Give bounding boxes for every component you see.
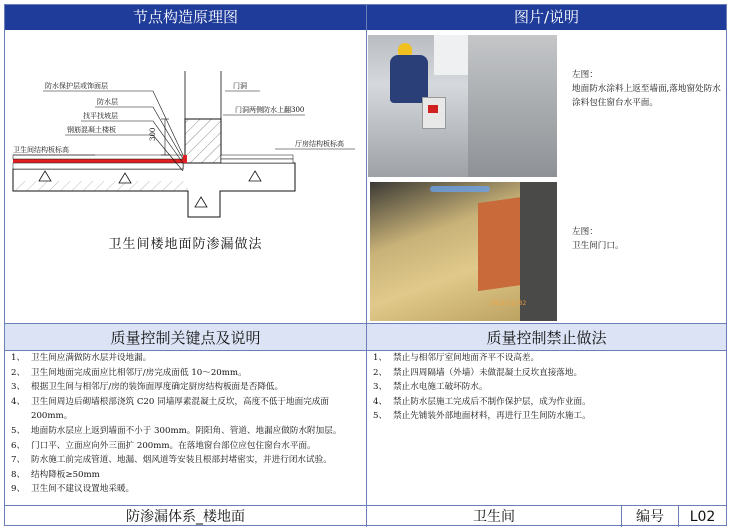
list-item-text: 卫生间不建议设置地采暖。 <box>31 484 135 495</box>
list-item <box>11 366 363 381</box>
list-item <box>11 482 363 497</box>
waterproof-layer <box>13 159 183 163</box>
photo-header: 图片/说明 <box>367 5 726 30</box>
list-item <box>373 409 723 424</box>
list-item-text: 禁止与相邻厅室间地面齐平不设高差。 <box>393 353 540 363</box>
diagram-header: 节点构造原理图 <box>5 5 366 30</box>
footer-system: 防渗漏体系_楼地面 <box>5 505 366 527</box>
photo-worker <box>368 35 557 177</box>
list-item-number: 5、 <box>11 425 26 436</box>
list-item <box>11 453 363 468</box>
photo-caption-1 <box>572 68 722 110</box>
list-item <box>373 351 723 366</box>
list-item-text: 地面防水层应上返到墙面不小于 300mm。阴阳角、管道、地漏应做防水附加层。 <box>31 425 342 436</box>
list-item <box>11 380 363 395</box>
list-item <box>11 395 363 410</box>
label-elev-hall: 厅房结构板标高 <box>295 140 344 148</box>
list-item-number: 1、 <box>11 353 26 363</box>
label-protect: 防水保护层或饰面层 <box>45 82 108 90</box>
list-item-number: 9、 <box>11 484 26 495</box>
list-item-text: 卫生间周边后砌墙根部浇筑 C20 同墙厚素混凝土反坎，高度不低于地面完成面 <box>31 396 329 407</box>
label-elev-bath: 卫生间结构板标高 <box>13 146 69 154</box>
list-item-number: 6、 <box>11 440 26 451</box>
list-item-text: 防水施工前完成管道、地漏、烟风道等安装且根部封堵密实，并进行闭水试验。 <box>31 455 332 466</box>
footer-area: 卫生间 <box>367 505 621 527</box>
list-item-number: 4、 <box>373 396 388 407</box>
label-concrete: 钢筋混凝土楼板 <box>67 126 116 134</box>
label-leveling: 找平找坡层 <box>83 112 118 120</box>
list-item-number: 2、 <box>373 367 388 378</box>
list-item-number: 5、 <box>373 411 388 422</box>
caption-1-line2: 地面防水涂料上返至墙面,落地窗处防水涂料包住窗台水平面。 <box>572 84 721 108</box>
curb <box>185 119 221 163</box>
list-item-text: 结构降板≥50mm <box>31 469 100 480</box>
list-item-text: 禁止防水层施工完成后不制作保护层，成为作业面。 <box>393 396 591 407</box>
caption-2-line1: 左图： <box>572 227 598 237</box>
list-item <box>373 380 723 395</box>
label-dim: 300 <box>149 127 157 141</box>
prohibited-list <box>373 351 723 424</box>
list-item-text: 禁止水电施工破坏防水。 <box>393 382 488 393</box>
document-sheet <box>4 4 727 526</box>
list-item <box>373 366 723 381</box>
photo-doorway <box>370 182 557 321</box>
diagram-caption: 卫生间楼地面防渗漏做法 <box>108 237 263 252</box>
list-item-text: 门口平、立面应向外三面扩 200mm。在落地窗台部位应包住窗台水平面。 <box>31 440 316 451</box>
list-item <box>11 351 363 366</box>
footer-code: L02 <box>679 505 726 527</box>
list-item <box>373 395 723 410</box>
footer-code-label: 编号 <box>622 505 678 527</box>
list-item-number: 2、 <box>11 367 26 378</box>
list-item-text: 卫生间地面完成面应比相邻厅/房完成面低 10～20mm。 <box>31 367 247 378</box>
list-item <box>11 439 363 454</box>
list-item-continuation: 200mm。 <box>31 411 73 422</box>
divider <box>366 5 367 527</box>
key-points-list <box>11 351 363 497</box>
list-item-text: 禁止四周隔墙（外墙）未做混凝土反坎直接落地。 <box>393 367 583 378</box>
photo-caption-2 <box>572 225 722 253</box>
label-waterproof: 防水层 <box>97 98 118 106</box>
list-item-number: 4、 <box>11 396 26 407</box>
list-item-text: 卫生间应满做防水层并设地漏。 <box>31 353 152 363</box>
list-item <box>11 468 363 483</box>
list-item-number: 3、 <box>373 382 388 393</box>
key-points-header: 质量控制关键点及说明 <box>5 323 366 351</box>
list-item-number: 7、 <box>11 455 26 466</box>
caption-2-line2: 卫生间门口。 <box>572 241 624 251</box>
label-door: 门洞 <box>233 82 247 90</box>
list-item-number: 1、 <box>373 353 388 363</box>
list-item-number: 8、 <box>11 469 26 480</box>
list-item <box>11 424 363 439</box>
construction-diagram <box>5 31 365 261</box>
list-item-text: 根据卫生间与相邻厅/房的装饰面厚度确定厨房结构板面是否降低。 <box>31 382 284 393</box>
label-door-note: 门洞两侧防水上翻300 <box>235 106 305 114</box>
caption-1-line1: 左图： <box>572 70 598 80</box>
prohibited-header: 质量控制禁止做法 <box>367 323 726 351</box>
photo-stamp: 2013/12/02 <box>490 300 527 307</box>
list-item-text: 禁止先铺装外部地面材料，再进行卫生间防水施工。 <box>393 411 591 422</box>
list-item-number: 3、 <box>11 382 26 393</box>
